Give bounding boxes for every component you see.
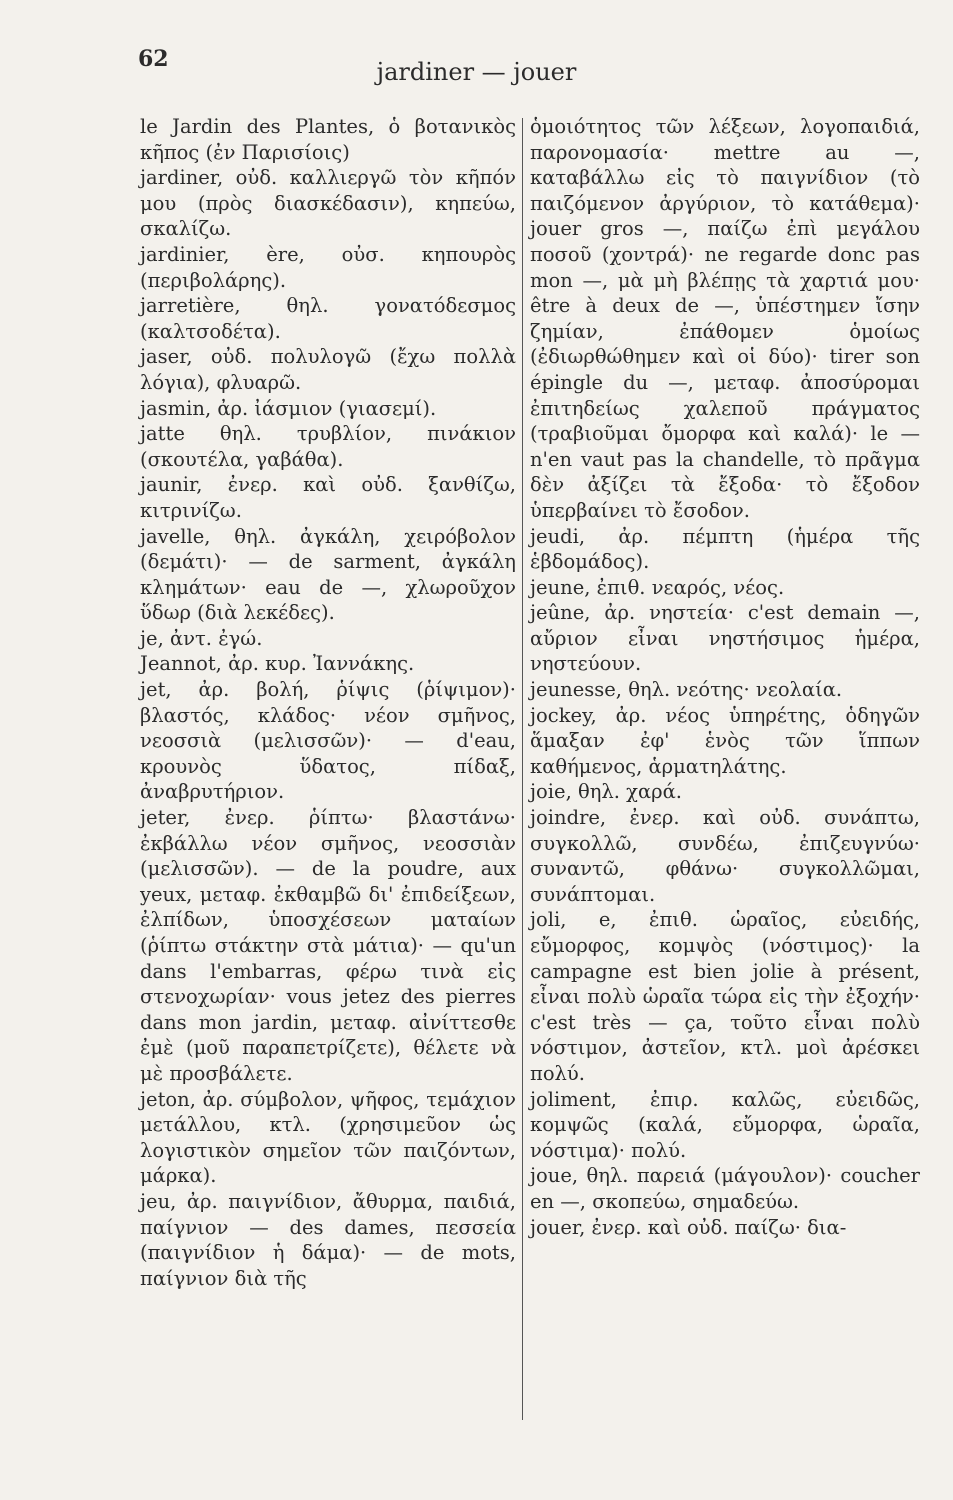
dictionary-entry: javelle, θηλ. ἀγκάλη, χειρόβολον (δεμάτι)· — de sarment, ἀγκάλη κλημάτων· eau de —, χλωροῦχον ὕδωρ (διὰ λεκέδες). bbox=[140, 524, 516, 625]
left-column bbox=[140, 114, 516, 1291]
column-divider bbox=[522, 118, 523, 1420]
dictionary-entry: jeter, ἐνερ. ῥίπτω· βλαστάνω· ἐκβάλλω νέον σμῆνος, νεοσσιὰν (μελισσῶν). — de la poudre, aux yeux, μεταφ. ἐκθαμβῶ δι' ἐπιδείξεων, ἐλπίδων, ὑποσχέσεων ματαίων (ῥίπτω στάκτην στὰ μάτια)· — qu'un dans l'embarras, φέρω τινὰ εἰς στενοχωρίαν· vous jetez des pierres dans mon jardin, μεταφ. αἰνίττεσθε ἐμὲ (μοῦ παραπετρίζετε), θέλετε νὰ μὲ προσβάλετε. bbox=[140, 806, 516, 1085]
dictionary-entry: jaunir, ἐνερ. καὶ οὐδ. ξανθίζω, κιτρινίζω. bbox=[140, 473, 516, 522]
dictionary-entry: jeton, ἀρ. σύμβολον, ψῆφος, τεμάχιον μετάλλου, κτλ. (χρησιμεῦον ὡς λογιστικὸν σημεῖον τῶν παιζόντων, μάρκα). bbox=[140, 1087, 516, 1188]
dictionary-entry: joindre, ἐνερ. καὶ οὐδ. συνάπτω, συγκολλῶ, συνδέω, ἐπιζευγνύω· συναντῶ, φθάνω· συγκολλῶμαι, συνάπτομαι. bbox=[530, 806, 920, 906]
dictionary-entry: jeune, ἐπιθ. νεαρός, νέος. bbox=[530, 575, 785, 599]
running-head: jardiner — jouer bbox=[376, 58, 577, 86]
dictionary-entry: joue, θηλ. παρειά (μάγουλον)· coucher en —, σκοπεύω, σημαδεύω. bbox=[530, 1164, 920, 1213]
page-number: 62 bbox=[138, 46, 169, 72]
dictionary-entry: jarretière, θηλ. γονατόδεσμος (καλτσοδέτα). bbox=[140, 294, 516, 343]
dictionary-entry: jet, ἀρ. βολή, ῥίψις (ῥίψιμον)· βλαστός, κλάδος· νέον σμῆνος, νεοσσιὰ (μελισσῶν)· — d'eau, κρουνὸς ὕδατος, πίδαξ, ἀναβρυτήριον. bbox=[140, 678, 516, 804]
dictionary-entry: jockey, ἀρ. νέος ὑπηρέτης, ὁδηγῶν ἅμαξαν ἐφ' ἑνὸς τῶν ἵππων καθήμενος, ἁρματηλάτης. bbox=[530, 703, 920, 778]
dictionary-entry: le Jardin des Plantes, ὁ βοτανικὸς κῆπος (ἐν Παρισίοις) bbox=[140, 115, 516, 164]
dictionary-entry: jardinier, ère, οὐσ. κηπουρὸς (περιβολάρης). bbox=[140, 242, 516, 292]
dictionary-entry: jouer, ἐνερ. καὶ οὐδ. παίζω· δια- bbox=[530, 1215, 847, 1239]
dictionary-entry: jaser, οὐδ. πολυλογῶ (ἔχω πολλὰ λόγια), φλυαρῶ. bbox=[140, 345, 516, 394]
dictionary-entry: jeu, ἀρ. παιγνίδιον, ἄθυρμα, παιδιά, παίγνιον — des dames, πεσσεία (παιγνίδιον ἡ δάμα)· — de mots, παίγνιον διὰ τῆς bbox=[140, 1189, 516, 1290]
dictionary-entry: joie, θηλ. χαρά. bbox=[530, 780, 682, 804]
right-column bbox=[530, 114, 920, 1240]
dictionary-entry: je, ἀντ. ἐγώ. bbox=[140, 626, 263, 650]
dictionary-entry: jeunesse, θηλ. νεότης· νεολαία. bbox=[530, 678, 843, 702]
dictionary-entry: Jeannot, ἀρ. κυρ. Ἰαννάκης. bbox=[140, 652, 415, 676]
dictionary-entry: jeûne, ἀρ. νηστεία· c'est demain —, αὔριον εἶναι νηστήσιμος ἡμέρα, νηστεύουν. bbox=[530, 601, 920, 676]
dictionary-entry: jardiner, οὐδ. καλλιεργῶ τὸν κῆπόν μου (πρὸς διασκέδασιν), κηπεύω, σκαλίζω. bbox=[140, 166, 516, 241]
dictionary-entry: joli, e, ἐπιθ. ὡραῖος, εὐειδής, εὔμορφος, κομψὸς (νόστιμος)· la campagne est bien jolie à présent, εἶναι πολὺ ὡραῖα τώρα εἰς τὴν ἐξοχήν· c'est très — ça, τοῦτο εἶναι πολὺ νόστιμον, ἀστεῖον, κτλ. μοὶ ἀρέσκει πολύ. bbox=[530, 908, 920, 1085]
dictionary-entry: jeudi, ἀρ. πέμπτη (ἡμέρα τῆς ἑβδομάδος). bbox=[530, 524, 920, 574]
dictionary-entry: ὁμοιότητος τῶν λέξεων, λογοπαιδιά, παρονομασία· mettre au —, καταβάλλω εἰς τὸ παιγνίδιον (τὸ παιζόμενον ἀργύριον, τὸ κατάθεμα)· jouer gros —, παίζω ἐπὶ μεγάλου ποσοῦ (χοντρά)· ne regarde donc pas mon —, μὰ μὴ βλέπῃς τὰ χαρτιά μου· être à deux de —, ὑπέστημεν ἴσην ζημίαν, ἐπάθομεν ὁμοίως (ἐδιωρθώθημεν καὶ οἱ δύο)· tirer son épingle du —, μεταφ. ἀποσύρομαι ἐπιτηδείως χαλεποῦ πράγματος (τραβιοῦμαι ὄμορφα καὶ καλά)· le — n'en vaut pas la chandelle, τὸ πρᾶγμα δὲν ἀξίζει τὰ ἔξοδα· τὸ ἔξοδον ὑπερβαίνει τὸ ἔσοδον. bbox=[530, 115, 920, 522]
dictionary-entry: jatte θηλ. τρυβλίον, πινάκιον (σκουτέλα, γαβάθα). bbox=[140, 422, 516, 471]
dictionary-entry: jasmin, ἀρ. ἰάσμιον (γιασεμί). bbox=[140, 396, 437, 420]
dictionary-entry: joliment, ἐπιρ. καλῶς, εὐειδῶς, κομψῶς (καλά, εὔμορφα, ὡραῖα, νόστιμα)· πολύ. bbox=[530, 1087, 920, 1162]
